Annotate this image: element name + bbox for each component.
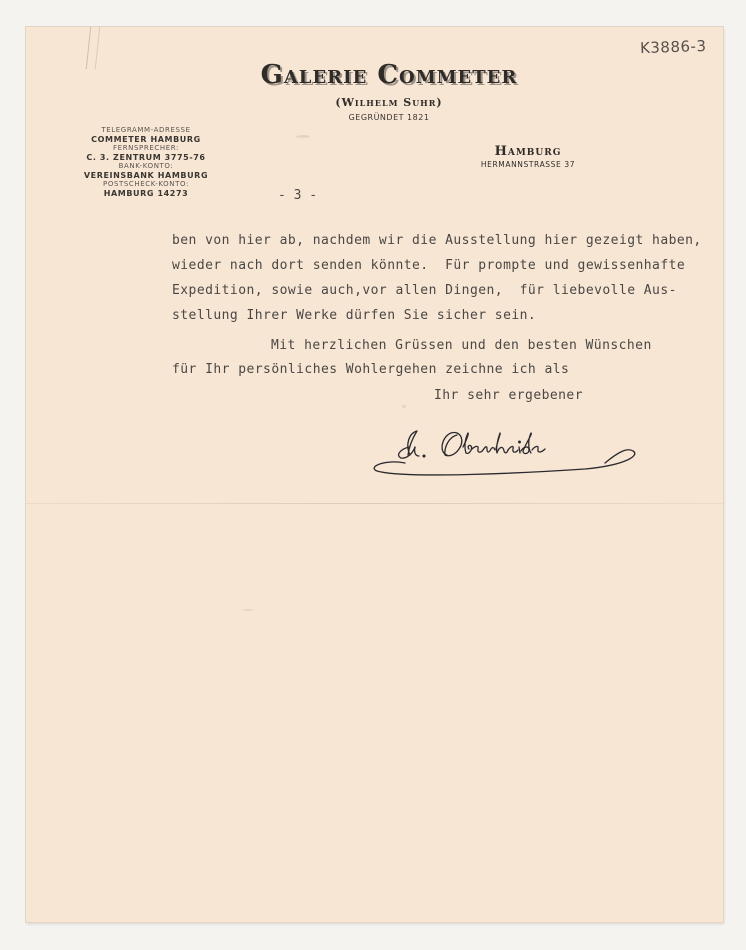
body-line: Mit herzlichen Grüssen und den besten Wünschen [271, 338, 652, 353]
postcheck-value: HAMBURG 14273 [103, 189, 189, 198]
telegram-label: TELEGRAMM-ADRESSE [101, 126, 191, 134]
body-line: stellung Ihrer Werke dürfen Sie sicher sein. [172, 308, 537, 323]
page-number: - 3 - [278, 188, 318, 203]
address-block [468, 144, 588, 169]
body-line: ben von hier ab, nachdem wir die Ausstellung hier gezeigt haben, [172, 233, 702, 248]
letterhead-founded: GEGRÜNDET 1821 [348, 113, 430, 122]
letterhead-title: Galerie Commeter [260, 60, 518, 90]
archive-number: K3886-3 [639, 36, 707, 58]
paper-fold-line [26, 503, 723, 504]
signature-drawing [365, 425, 645, 485]
bank-label: BANK-KONTO: [118, 162, 174, 170]
city-name: Hamburg [494, 144, 562, 159]
phone-value: C. 3. ZENTRUM 3775-76 [86, 153, 206, 162]
postcheck-label: POSTSCHECK-KONTO: [103, 180, 189, 188]
paper-smudge [243, 609, 253, 611]
paper-smudge [296, 135, 310, 138]
street-address: HERMANNSTRASSE 37 [480, 160, 576, 169]
body-line: Expedition, sowie auch,vor allen Dingen, für liebevolle Aus- [172, 283, 677, 298]
paper-smudge [402, 405, 406, 408]
body-line: für Ihr persönliches Wohlergehen zeichne ich als [172, 362, 570, 377]
bank-value: VEREINSBANK HAMBURG [83, 171, 209, 180]
letterhead-subtitle: (Wilhelm Suhr) [335, 96, 443, 109]
closing-line: Ihr sehr ergebener [434, 388, 583, 403]
phone-label: FERNSPRECHER: [113, 144, 179, 152]
telegram-value: COMMETER HAMBURG [91, 135, 201, 144]
body-line: wieder nach dort senden könnte. Für prompte und gewissenhafte [172, 258, 686, 273]
handwritten-signature [365, 425, 645, 485]
contact-block [62, 126, 230, 198]
